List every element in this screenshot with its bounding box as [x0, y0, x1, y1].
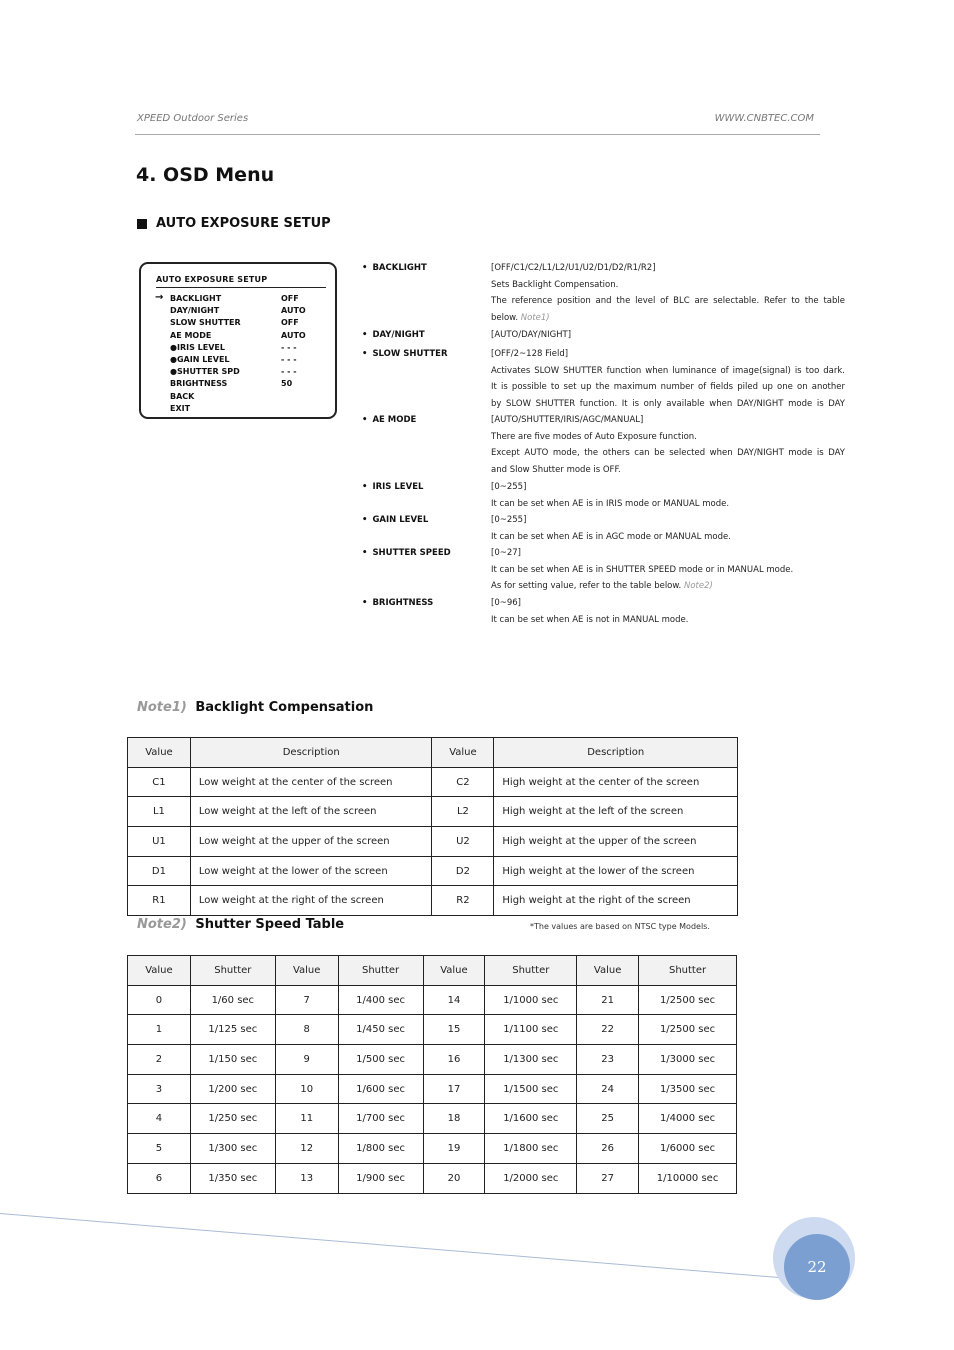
table-cell: 1/500 sec — [338, 1045, 423, 1075]
osd-menu-item[interactable] — [155, 378, 331, 390]
bullet-icon: • — [362, 482, 368, 492]
parameter-name-text: SHUTTER SPEED — [372, 548, 451, 558]
table-cell: 9 — [275, 1045, 338, 1075]
parameter-description-text: [AUTO/DAY/NIGHT] — [491, 330, 572, 340]
osd-item-label: BRIGHTNESS — [170, 379, 228, 388]
parameter-description-line — [491, 280, 845, 290]
table-cell: 1/450 sec — [338, 1015, 423, 1045]
column-header: Shutter — [338, 956, 423, 986]
table-cell: 3 — [128, 1074, 191, 1104]
table-row — [128, 985, 737, 1015]
parameter-name — [362, 548, 451, 558]
table-cell: 8 — [275, 1015, 338, 1045]
column-header: Value — [432, 738, 494, 768]
parameter-description-line — [491, 296, 845, 306]
parameter-description-line — [491, 313, 845, 323]
table-cell: U1 — [128, 827, 191, 857]
bullet-icon: • — [362, 330, 368, 340]
parameter-description-line — [491, 482, 845, 492]
table-row — [128, 797, 738, 827]
table-cell: 17 — [423, 1074, 485, 1104]
parameter-name-text: BACKLIGHT — [372, 263, 427, 273]
osd-menu-item[interactable] — [155, 330, 331, 342]
bullet-icon: • — [362, 548, 368, 558]
table-row — [128, 1015, 737, 1045]
table-cell: 1/1800 sec — [485, 1134, 577, 1164]
parameter-description-text: [AUTO/SHUTTER/IRIS/AGC/MANUAL] — [491, 415, 644, 425]
column-header: Shutter — [639, 956, 737, 986]
table-cell: 1/600 sec — [338, 1074, 423, 1104]
osd-item-label: ●SHUTTER SPD — [170, 367, 240, 376]
parameter-name — [362, 482, 423, 492]
bullet-icon: • — [362, 349, 368, 359]
footer-line — [0, 1213, 827, 1282]
osd-item-label: ●IRIS LEVEL — [170, 343, 225, 352]
arrow-right-icon: → — [155, 292, 164, 303]
parameter-description-line — [491, 548, 845, 558]
parameter-description-line — [491, 499, 845, 509]
parameter-description-line — [491, 415, 845, 425]
ntsc-remark: *The values are based on NTSC type Models. — [530, 922, 710, 931]
parameter-description-line — [491, 598, 845, 608]
table-cell: 11 — [275, 1104, 338, 1134]
osd-item-value: OFF — [281, 294, 299, 303]
parameter-name-text: SLOW SHUTTER — [372, 349, 448, 359]
table-cell: 4 — [128, 1104, 191, 1134]
table-cell: 21 — [577, 985, 639, 1015]
parameter-description-text: Sets Backlight Compensation. — [491, 279, 619, 290]
table-cell: High weight at the lower of the screen — [494, 856, 738, 886]
parameter-description-text: There are five modes of Auto Exposure function. — [491, 431, 697, 442]
table-cell: 1/1300 sec — [485, 1045, 577, 1075]
table-cell: 5 — [128, 1134, 191, 1164]
osd-menu-item[interactable] — [155, 366, 331, 378]
table-row — [128, 886, 738, 916]
table-cell: 1/300 sec — [190, 1134, 275, 1164]
table-cell: 1/6000 sec — [639, 1134, 737, 1164]
table-cell: 1/1500 sec — [485, 1074, 577, 1104]
parameter-description-text: Except AUTO mode, the others can be selected when DAY/NIGHT mode is DAY — [491, 448, 845, 459]
table-cell: 1 — [128, 1015, 191, 1045]
table-cell: L2 — [432, 797, 494, 827]
page-number: 22 — [784, 1234, 850, 1300]
table-cell: 14 — [423, 985, 485, 1015]
parameter-description-line — [491, 515, 845, 525]
parameter-name-text: AE MODE — [372, 415, 417, 425]
osd-menu-item[interactable] — [155, 305, 331, 317]
note1-title: Backlight Compensation — [195, 700, 374, 715]
parameter-description-line — [491, 615, 845, 625]
column-header: Value — [275, 956, 338, 986]
table-cell: 1/1100 sec — [485, 1015, 577, 1045]
osd-item-label: DAY/NIGHT — [170, 306, 220, 315]
osd-item-value: 50 — [281, 379, 293, 388]
table-cell: Low weight at the upper of the screen — [190, 827, 432, 857]
parameter-description-text: below. — [491, 313, 519, 324]
table-cell: 1/2000 sec — [485, 1163, 577, 1193]
parameter-description-text: by SLOW SHUTTER function. It is only available when DAY/NIGHT mode is DAY — [491, 399, 845, 410]
parameter-description-line — [491, 532, 845, 542]
parameter-description-line — [491, 349, 845, 359]
parameter-description-text: [OFF/2~128 Field] — [491, 349, 569, 359]
osd-item-value: - - - — [281, 367, 297, 376]
note2-tag: Note2) — [137, 917, 187, 932]
table-cell: 15 — [423, 1015, 485, 1045]
parameter-description-line — [491, 432, 845, 442]
parameter-name — [362, 415, 416, 425]
table-cell: 24 — [577, 1074, 639, 1104]
parameter-description-text: [0~96] — [491, 598, 521, 608]
osd-item-label: EXIT — [170, 404, 191, 413]
osd-menu-item[interactable] — [155, 293, 331, 305]
table-row — [128, 1134, 737, 1164]
header-series: XPEED Outdoor Series — [137, 113, 249, 124]
table-header-row — [128, 956, 737, 986]
table-cell: Low weight at the right of the screen — [190, 886, 432, 916]
osd-item-label: SLOW SHUTTER — [170, 318, 241, 327]
note1-heading — [137, 700, 373, 715]
table-row — [128, 827, 738, 857]
parameter-name — [362, 515, 428, 525]
bullet-icon: • — [362, 263, 368, 273]
parameter-description-text: [OFF/C1/C2/L1/L2/U1/U2/D1/D2/R1/R2] — [491, 263, 656, 273]
bullet-icon: • — [362, 515, 368, 525]
table-cell: 6 — [128, 1163, 191, 1193]
table-cell: 1/125 sec — [190, 1015, 275, 1045]
table-cell: 1/150 sec — [190, 1045, 275, 1075]
osd-menu-item[interactable] — [155, 354, 331, 366]
osd-item-label: BACKLIGHT — [170, 294, 222, 303]
parameter-description-text: It is possible to set up the maximum number of fields piled up one on another — [491, 382, 845, 393]
parameter-name-text: BRIGHTNESS — [372, 598, 434, 608]
parameter-description-line — [491, 382, 845, 392]
table-cell: 27 — [577, 1163, 639, 1193]
bullet-icon: • — [362, 598, 368, 608]
parameter-name — [362, 330, 425, 340]
parameter-description-text: [0~255] — [491, 482, 527, 492]
header-divider — [135, 134, 820, 135]
table-cell: 1/700 sec — [338, 1104, 423, 1134]
parameter-description-line — [491, 448, 845, 458]
table-cell: 26 — [577, 1134, 639, 1164]
column-header: Description — [494, 738, 738, 768]
table-cell: High weight at the left of the screen — [494, 797, 738, 827]
table-cell: 1/1600 sec — [485, 1104, 577, 1134]
column-header: Value — [577, 956, 639, 986]
table-row — [128, 1074, 737, 1104]
table-cell: 1/60 sec — [190, 985, 275, 1015]
osd-divider — [156, 287, 326, 288]
shutter-speed-table — [127, 955, 737, 1194]
parameter-description-text: As for setting value, refer to the table below. — [491, 581, 682, 592]
parameter-description-text: [0~27] — [491, 548, 521, 558]
table-cell: 1/800 sec — [338, 1134, 423, 1164]
table-cell: R2 — [432, 886, 494, 916]
table-cell: 1/900 sec — [338, 1163, 423, 1193]
table-cell: 1/1000 sec — [485, 985, 577, 1015]
table-header-row — [128, 738, 738, 768]
table-cell: 12 — [275, 1134, 338, 1164]
table-cell: 19 — [423, 1134, 485, 1164]
parameter-description-text: Activates SLOW SHUTTER function when luminance of image(signal) is too dark. — [491, 365, 845, 376]
parameter-description-text: and Slow Shutter mode is OFF. — [491, 465, 621, 476]
table-cell: 1/2500 sec — [639, 1015, 737, 1045]
table-cell: C2 — [432, 767, 494, 797]
column-header: Value — [423, 956, 485, 986]
table-cell: 23 — [577, 1045, 639, 1075]
column-header: Value — [128, 738, 191, 768]
parameter-description-text: It can be set when AE is not in MANUAL mode. — [491, 614, 689, 625]
parameter-description-line — [491, 330, 845, 340]
table-cell: L1 — [128, 797, 191, 827]
bullet-icon: • — [362, 415, 368, 425]
table-cell: 1/200 sec — [190, 1074, 275, 1104]
osd-item-label: BACK — [170, 392, 195, 401]
osd-menu-item[interactable] — [155, 403, 331, 415]
parameter-name — [362, 263, 427, 273]
note2-heading — [137, 917, 344, 932]
table-cell: 7 — [275, 985, 338, 1015]
table-cell: D1 — [128, 856, 191, 886]
osd-menu-item[interactable] — [155, 317, 331, 329]
column-header: Value — [128, 956, 191, 986]
table-cell: 13 — [275, 1163, 338, 1193]
table-cell: 1/350 sec — [190, 1163, 275, 1193]
column-header: Shutter — [485, 956, 577, 986]
column-header: Shutter — [190, 956, 275, 986]
osd-item-value: AUTO — [281, 331, 306, 340]
table-cell: U2 — [432, 827, 494, 857]
parameter-name — [362, 598, 433, 608]
note2-title: Shutter Speed Table — [195, 917, 345, 932]
parameter-description-line — [491, 399, 845, 409]
section-heading — [137, 216, 331, 231]
osd-title: AUTO EXPOSURE SETUP — [156, 275, 268, 284]
parameter-description-text: It can be set when AE is in AGC mode or MANUAL mode. — [491, 531, 731, 542]
table-cell: 1/10000 sec — [639, 1163, 737, 1193]
parameter-description-line — [491, 565, 845, 575]
column-header: Description — [190, 738, 432, 768]
table-cell: 18 — [423, 1104, 485, 1134]
table-cell: R1 — [128, 886, 191, 916]
table-cell: High weight at the center of the screen — [494, 767, 738, 797]
table-cell: C1 — [128, 767, 191, 797]
parameter-name-text: IRIS LEVEL — [372, 482, 424, 492]
table-cell: 1/2500 sec — [639, 985, 737, 1015]
osd-menu-item[interactable] — [155, 342, 331, 354]
table-row — [128, 1104, 737, 1134]
osd-item-value: AUTO — [281, 306, 306, 315]
table-cell: 1/3500 sec — [639, 1074, 737, 1104]
parameter-description-line — [491, 465, 845, 475]
parameter-name-text: DAY/NIGHT — [372, 330, 425, 340]
table-row — [128, 1163, 737, 1193]
table-cell: Low weight at the center of the screen — [190, 767, 432, 797]
table-cell: 0 — [128, 985, 191, 1015]
parameter-description-text: It can be set when AE is in IRIS mode or MANUAL mode. — [491, 498, 730, 509]
table-cell: High weight at the upper of the screen — [494, 827, 738, 857]
table-cell: Low weight at the lower of the screen — [190, 856, 432, 886]
parameter-description-text: [0~255] — [491, 515, 527, 525]
section-heading-text: AUTO EXPOSURE SETUP — [156, 216, 331, 231]
table-cell: Low weight at the left of the screen — [190, 797, 432, 827]
table-cell: 25 — [577, 1104, 639, 1134]
table-cell: D2 — [432, 856, 494, 886]
osd-menu-item[interactable] — [155, 391, 331, 403]
header-website: WWW.CNBTEC.COM — [714, 113, 814, 124]
parameter-description-line — [491, 581, 845, 591]
table-cell: 22 — [577, 1015, 639, 1045]
table-cell: 1/250 sec — [190, 1104, 275, 1134]
osd-item-label: ●GAIN LEVEL — [170, 355, 230, 364]
table-cell: 10 — [275, 1074, 338, 1104]
page-title: 4. OSD Menu — [136, 164, 275, 186]
osd-item-value: - - - — [281, 343, 297, 352]
parameter-description-line — [491, 366, 845, 376]
osd-item-label: AE MODE — [170, 331, 212, 340]
parameter-name — [362, 349, 448, 359]
note-reference: Note1) — [520, 313, 550, 324]
parameter-description-text: The reference position and the level of BLC are selectable. Refer to the table — [491, 296, 845, 307]
parameter-description-line — [491, 263, 845, 273]
osd-menu-screen — [139, 262, 337, 419]
parameter-description-text: It can be set when AE is in SHUTTER SPEED mode or in MANUAL mode. — [491, 564, 794, 575]
parameter-name-text: GAIN LEVEL — [372, 515, 429, 525]
table-cell: 2 — [128, 1045, 191, 1075]
note1-tag: Note1) — [137, 700, 187, 715]
table-cell: 20 — [423, 1163, 485, 1193]
osd-item-value: - - - — [281, 355, 297, 364]
osd-item-value: OFF — [281, 318, 299, 327]
square-bullet-icon — [137, 219, 147, 229]
table-cell: High weight at the right of the screen — [494, 886, 738, 916]
table-row — [128, 767, 738, 797]
table-cell: 16 — [423, 1045, 485, 1075]
backlight-table — [127, 737, 738, 916]
table-row — [128, 1045, 737, 1075]
table-cell: 1/3000 sec — [639, 1045, 737, 1075]
table-cell: 1/400 sec — [338, 985, 423, 1015]
table-cell: 1/4000 sec — [639, 1104, 737, 1134]
table-row — [128, 856, 738, 886]
note-reference: Note2) — [683, 581, 713, 592]
